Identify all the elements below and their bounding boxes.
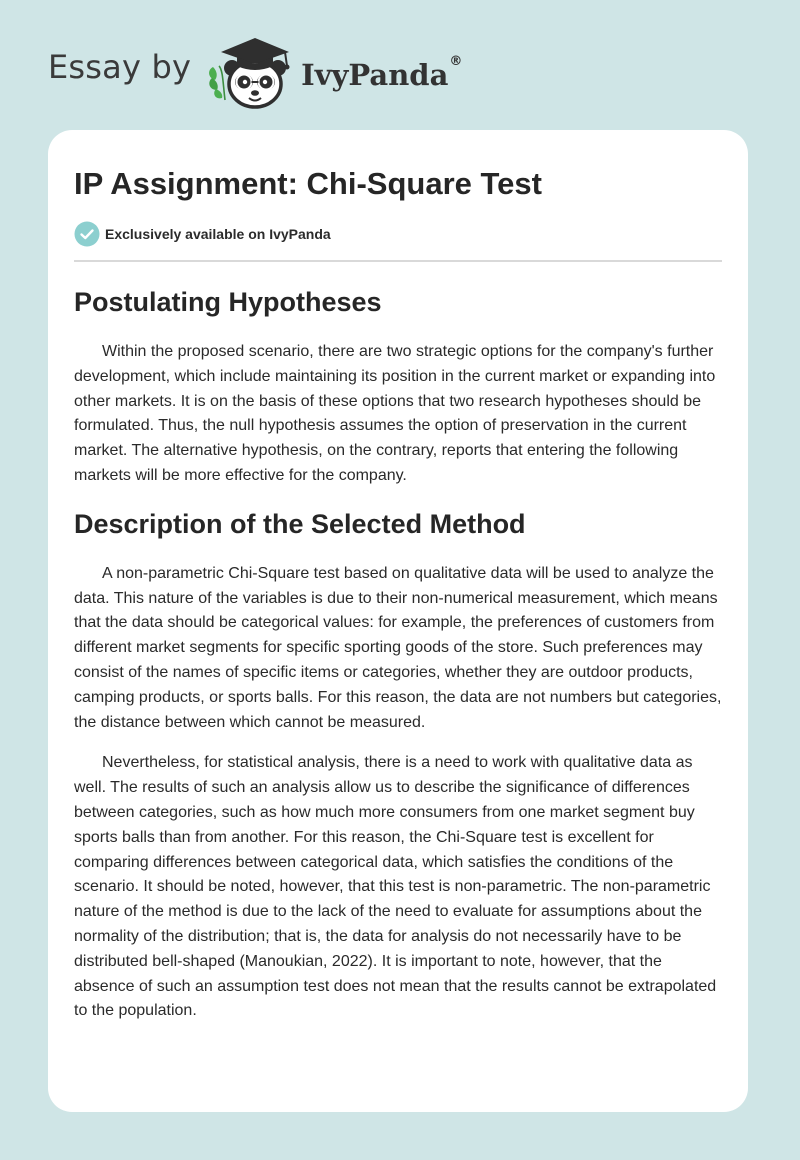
article-card xyxy=(48,130,748,1112)
check-circle-icon xyxy=(74,221,100,247)
brand-prefix: Essay by xyxy=(48,48,192,86)
paragraph: A non-parametric Chi-Square test based on qualitative data will be used to analyze the data. This nature of the variables is due to their non-numerical measurement, which means that the data should be categorical values: for example, the preferences of customers from different market segments for specific sporting goods of the store. Such preferences may consist of the names of specific items or categories, whether they are outdoor products, camping products, or sports balls. For this reason, the data are not numbers but categories, the distance between which cannot be measured. xyxy=(74,564,722,731)
exclusive-badge xyxy=(74,221,722,247)
exclusive-badge-text: Exclusively available on IvyPanda xyxy=(105,226,331,242)
section-selected-method xyxy=(74,506,722,1024)
registered-mark: ® xyxy=(449,54,463,69)
section-postulating-hypotheses xyxy=(74,284,722,489)
brand-name-text: IvyPanda xyxy=(301,58,449,92)
panda-graduate-icon xyxy=(205,32,305,112)
section-heading: Postulating Hypotheses xyxy=(74,287,382,317)
section-heading: Description of the Selected Method xyxy=(74,508,526,539)
paragraph: Within the proposed scenario, there are two strategic options for the company's further development, which include maintaining its position in the current market or expanding into other markets. It is on the basis of these options that two research hypotheses should be formulated. Thus, the null hypothesis assumes the option of preservation in the current market. The alternative hypothesis, on the contrary, reports that entering the following markets will be more effective for the company. xyxy=(74,343,716,484)
page-title: IP Assignment: Chi-Square Test xyxy=(74,166,542,201)
brand-header[interactable] xyxy=(48,32,462,112)
title-divider xyxy=(74,260,722,262)
paragraph: Nevertheless, for statistical analysis, there is a need to work with qualitative data as well. The results of such an analysis allow us to describe the significance of differences between categories, such as how much more consumers from one market segment buy sports balls than from another. For this reason, the Chi-Square test is excellent for comparing differences between categorical data, which satisfies the conditions of the scenario. It should be noted, however, that this test is non-parametric. The non-parametric nature of the method is due to the lack of the need to evaluate for assumptions about the normality of the distribution; that is, the data for analysis do not necessarily have to be distributed bell-shaped (Manoukian, 2022). It is important to note, however, that the absence of such an assumption test does not mean that the results cannot be extrapolated to the population. xyxy=(74,754,717,1020)
brand-name xyxy=(301,54,463,92)
